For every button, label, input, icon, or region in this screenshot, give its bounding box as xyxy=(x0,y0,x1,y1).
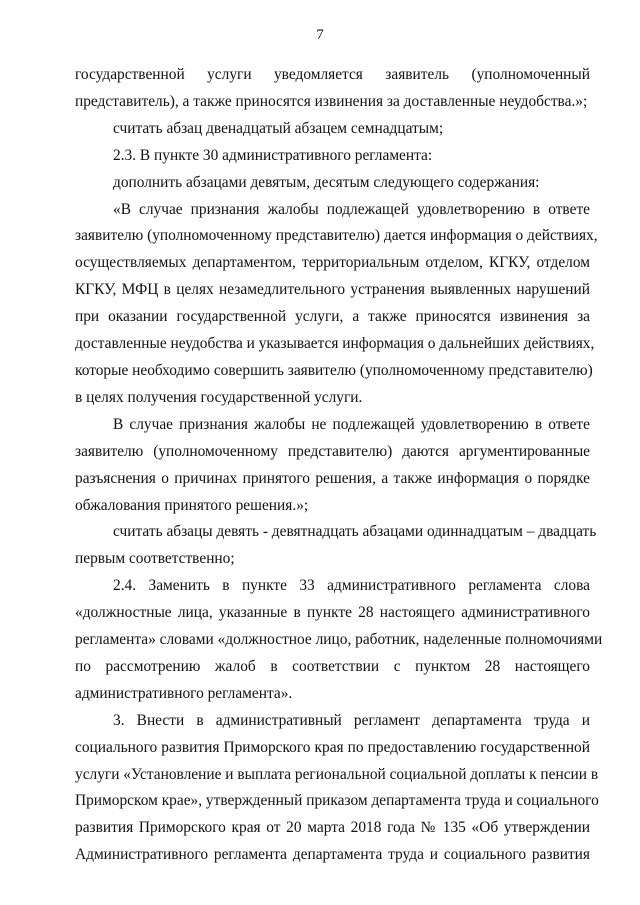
text-line: услуги «Установление и выплата региональной социальной доплаты к пенсии в xyxy=(75,765,599,783)
text-line: «должностные лица, указанные в пункте 28 настоящего административного xyxy=(75,604,590,622)
text-line: «В случае признания жалобы подлежащей удовлетворению в ответе xyxy=(113,200,590,218)
text-line: доставленные неудобства и указывается информация о дальнейших действиях, xyxy=(75,335,595,353)
page-number: 7 xyxy=(316,27,324,43)
paragraph xyxy=(75,708,599,869)
text-line: заявителю (уполномоченному представителю) дается информация о действиях, xyxy=(75,227,598,245)
paragraph xyxy=(75,116,590,143)
text-line: 2.3. В пункте 30 административного регламента: xyxy=(113,146,433,164)
text-line: заявителю (уполномоченному представителю) даются аргументированные xyxy=(75,442,590,460)
text-line: Административного регламента департамента труда и социального развития xyxy=(75,846,590,864)
text-line: В случае признания жалобы не подлежащей удовлетворению в ответе xyxy=(113,415,590,433)
paragraph xyxy=(75,573,603,708)
text-line: 2.4. Заменить в пункте 33 административного регламента слова xyxy=(113,577,590,595)
text-line: считать абзац двенадцатый абзацем семнадцатым; xyxy=(113,119,444,137)
text-line: представитель), а также приносятся извинения за доставленные неудобства.»; xyxy=(75,92,588,110)
text-line: обжалования принятого решения.»; xyxy=(75,496,309,514)
text-line: в целях получения государственной услуги. xyxy=(75,388,363,406)
text-line: которые необходимо совершить заявителю (уполномоченному представителю) xyxy=(75,361,593,379)
paragraph xyxy=(75,519,597,573)
paragraph xyxy=(75,412,590,520)
document-body xyxy=(75,62,603,869)
text-line: Приморском крае», утвержденный приказом департамента труда и социального xyxy=(75,792,599,810)
text-line: социального развития Приморского края по предоставлению государственной xyxy=(75,738,590,756)
text-line: при оказании государственной услуги, а также приносятся извинения за xyxy=(75,308,590,326)
text-line: государственной услуги уведомляется заявитель (уполномоченный xyxy=(75,66,590,83)
paragraph xyxy=(75,170,590,197)
text-line: административного регламента». xyxy=(75,684,293,702)
text-line: разъяснения о причинах принятого решения, а также информация о порядке xyxy=(75,469,590,487)
text-line: развития Приморского края от 20 марта 2018 года № 135 «Об утверждении xyxy=(75,819,590,837)
paragraph xyxy=(75,62,590,116)
text-line: считать абзацы девять - девятнадцать абзацами одиннадцатым – двадцать xyxy=(113,523,597,541)
text-line: по рассмотрению жалоб в соответствии с пунктом 28 настоящего xyxy=(75,657,590,675)
text-line: дополнить абзацами девятым, десятым следующего содержания: xyxy=(113,173,540,191)
text-line: КГКУ, МФЦ в целях незамедлительного устранения выявленных нарушений xyxy=(75,281,590,299)
text-line: регламента» словами «должностное лицо, работник, наделенные полномочиями xyxy=(75,631,603,649)
paragraph xyxy=(75,197,598,412)
text-line: первым соответственно; xyxy=(75,550,235,568)
paragraph xyxy=(75,143,590,170)
text-line: 3. Внести в административный регламент департамента труда и xyxy=(113,711,590,729)
text-line: осуществляемых департаментом, территориальным отделом, КГКУ, отделом xyxy=(75,254,590,272)
